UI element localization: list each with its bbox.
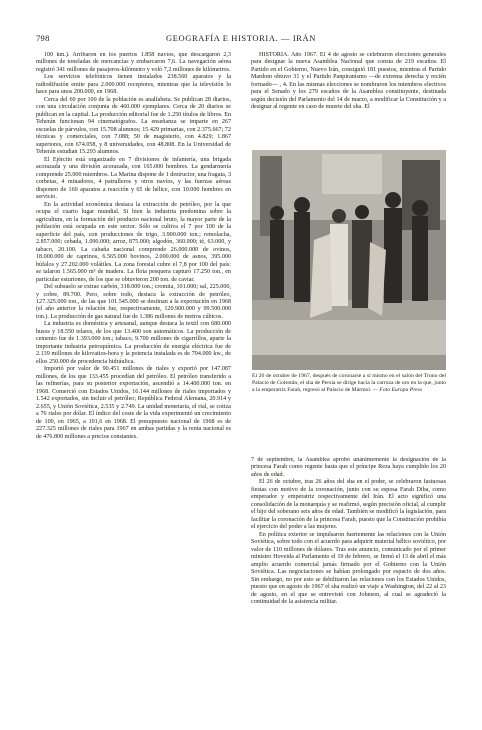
photo-caption	[252, 373, 446, 447]
running-title: GEOGRAFÍA E HISTORIA. — IRÁN	[165, 33, 317, 43]
paragraph: Cerca del 60 por 100 de la población es analfabeta. Se publican 28 diarios, con una circulación conjunta de 460.000 ejemplares. Cerca de 20 diarios se publican en la capital. La producción editorial fue de 1.250 títulos de libros. En Teherán funcionan 94 cinematógrafos. La enseñanza se imparte en 267 escuelas de párvulos, con 15.708 alumnos; 15.429 primarias, con 2.375.667; 72 técnicas y comerciales, con 7.088; 50 de magisterio, con 4.829; 1.867 superiores, con 674.058, y 8 universidades, con 48.808. En la Universidad de Teherán estudian 15.293 alumnos.	[36, 96, 231, 156]
paragraph: Los servicios telefónicos tienen instalados 238.560 aparatos y la radiodifusión emite para 2.000.000 receptores, mientras que la televisión lo hace para unos 200.000, en 1968.	[36, 74, 231, 96]
paragraph: 100 km.). Arribaron en los puertos 1.858 navíos, que descargaron 2,3 millones de toneladas de mercancías y embarcaron 7,6. La navegación aérea registró 341 millones de pasajeros-kilómetro y voló 7,2 millones de kilómetros.	[36, 52, 231, 73]
history-paragraph: HISTORIA. Año 1967. El 4 de agosto se celebraron elecciones generales para designar la nueva Asamblea Nacional que consta de 219 escaños. El Partido en el Gobierno, Nuevo Irán, consiguió 181 puestos, mientras el Partido Mardom obtuvo 31 y el Partido Panpiranismo —de extrema derecha y recién formado— , 4. En las mismas elecciones se nombraron los miembros electivos para el Senado y los 279 escaños de la Asamblea constituyente, destinada según decisión del Parlamento del 14 de marzo, a modificar la Constitución y a designar al regente en caso de muerte del sha. El	[251, 52, 446, 111]
paragraph: En la actividad económica destaca la extracción de petróleo, por la que ocupa el cuarto lugar mundial. Si bien la industria predomina sobre la agricultura, en la formación del producto nacional bruto, la mayor parte de la población está ocupada en este sector. Sólo se cultiva el 7 por 100 de la superficie del país, con producciones de trigo, 3.900.000 ton.; remolacha, 2.857.000; cebada, 1.090.000; arroz, 875.000; algodón, 360.000; té, 63.000, y tabaco, 20.100. La cabaña nacional comprende 26.000.000 de ovinos, 18.000.000 de caprinos, 6.565.000 bovinos, 2.000.000 de asnos, 395.000 búfalos y 27.202.000 volátiles. La zona forestal cubre el 7,8 por 100 del país: se talaron 1.565.000 m³ de madera. La flota pesquera capturó 17.250 ton., en particular esturiones, de los que se obtuvieron 200 ton. de caviar.	[36, 201, 231, 283]
right-text-column-bottom	[251, 457, 446, 724]
running-header	[36, 33, 446, 47]
paragraph: 7 de septiembre, la Asamblea aprobó unánimemente la designación de la princesa Farah como regente hasta que el príncipe Reza haya cumplido los 20 años de edad.	[251, 457, 446, 478]
paragraph: La industria es doméstica y artesanal, aunque destaca la textil con 680.000 husos y 18.550 telares, de los que 13.400 son automáticos. La producción de cemento fue de 1.393.000 ton.; tabaco, 9.700 millones de cigarrillos, aparte la importante industria petroquímica. La producción de energía eléctrica fue de 2.139 millones de kilovatios-hora y la potencia instalada es de 794.000 kw., de ellos 250.000 de procedencia hidráulica.	[36, 321, 231, 365]
caption-text: El 26 de octubre de 1967, después de coronarse a sí mismo en el salón del Trono del Palacio de Golestán, el sha de Persia se dirige hacia la carroza de oro en la que, junto a la emperatriz Farah, regresó al Palacio de Mármol.	[252, 373, 446, 394]
left-text-column	[36, 52, 231, 724]
right-text-column-top	[251, 52, 446, 147]
paragraph: Importó por valor de 90.451 millones de riales y exportó por 147.087 millones, de los que 133.455 procedían del petróleo. El petróleo transferido a las refinerías, para su posterior exportación, ascendió a 14.400.000 ton. en 1968. Comerció con Estados Unidos, 16.144 millones de riales importados y 1.542 exportados, sin incluir el petróleo; República Federal Alemana, 20.914 y 2.655, y Unión Soviética, 2.535 y 2.749. La unidad monetaria, el rial, se cotiza a 76 riales por dólar. El índice del coste de la vida experimentó un crecimiento de 100, en 1965, a 101,6 en 1968. El presupuesto nacional de 1968 es de 227.325 millones de riales para 1967 en ambas partidas y la renta nacional es de 476.800 millones a precios constantes.	[36, 366, 231, 440]
coronation-photograph	[252, 150, 446, 370]
paragraph: El 26 de octubre, tras 26 años del sha en el poder, se celebraron fastuosas fiestas con motivo de la coronación, junto con su esposa Farah Diba, como emperador y emperatriz respectivamente del Irán. El acto significó una consolidación de la monarquía y se reafirmó, según precisión oficial, al cumplir el hijo del soberano seis años de edad. También se modificó la legislación, para facilitar la coronación de la princesa Farah, puesto que la Constitución prohibía el ejercicio del poder a las mujeres.	[251, 479, 446, 531]
photo-credit: — Foto Europa Press	[372, 387, 423, 394]
paragraph: En política exterior se impulsaron fuertemente las relaciones con la Unión Soviética, sobre todo con el acuerdo para adquirir material bélico soviético, por valor de 110 millones de dólares. Tras este anuncio, comunicado por el primer ministro Hoveida al Parlamento el 19 de febrero, se firmó el 13 de abril el más amplio acuerdo comercial jamás firmado por el Gobierno con la Unión Soviética. Las negociaciones se habían prolongado por espacio de dos años. Sin embargo, no por esto se debilitaron las relaciones con los Estados Unidos, puesto que en agosto de 1967 el sha realizó un viaje a Washington, del 22 al 23 de agosto, en el que se entrevistó con Johnson, al cual se agradeció la continuidad de la asistencia militar.	[251, 531, 446, 606]
paragraph: El Ejército está organizado en 7 divisiones de infantería, una brigada acorazada y una división acorazada, con 165.000 hombres. La gendarmería comprende 25.000 miembros. La Marina dispone de 1 destructor, una fragata, 3 corbetas, 4 minadores, 4 patrulleros y otros navíos, y las fuerzas aéreas disponen de 160 aparatos a reacción y 65 de hélice, con 10.000 hombres en servicio.	[36, 156, 231, 201]
paragraph: Del subsuelo se extrae carbón, 318.000 ton.; cromita, 101.000; sal, 225.000, y cobre, 89.700. Pero, sobre todo, destaca la extracción de petróleo, 127.325.000 ton., de las que 101.545.000 se destinan a la exportación en 1968 (el año anterior la relación fue, respectivamente, 120.900.000 y 99.500.000 ton.). La producción de gas natural fue de 1.386 millones de metros cúbicos.	[36, 284, 231, 320]
page-number: 798	[36, 33, 50, 43]
